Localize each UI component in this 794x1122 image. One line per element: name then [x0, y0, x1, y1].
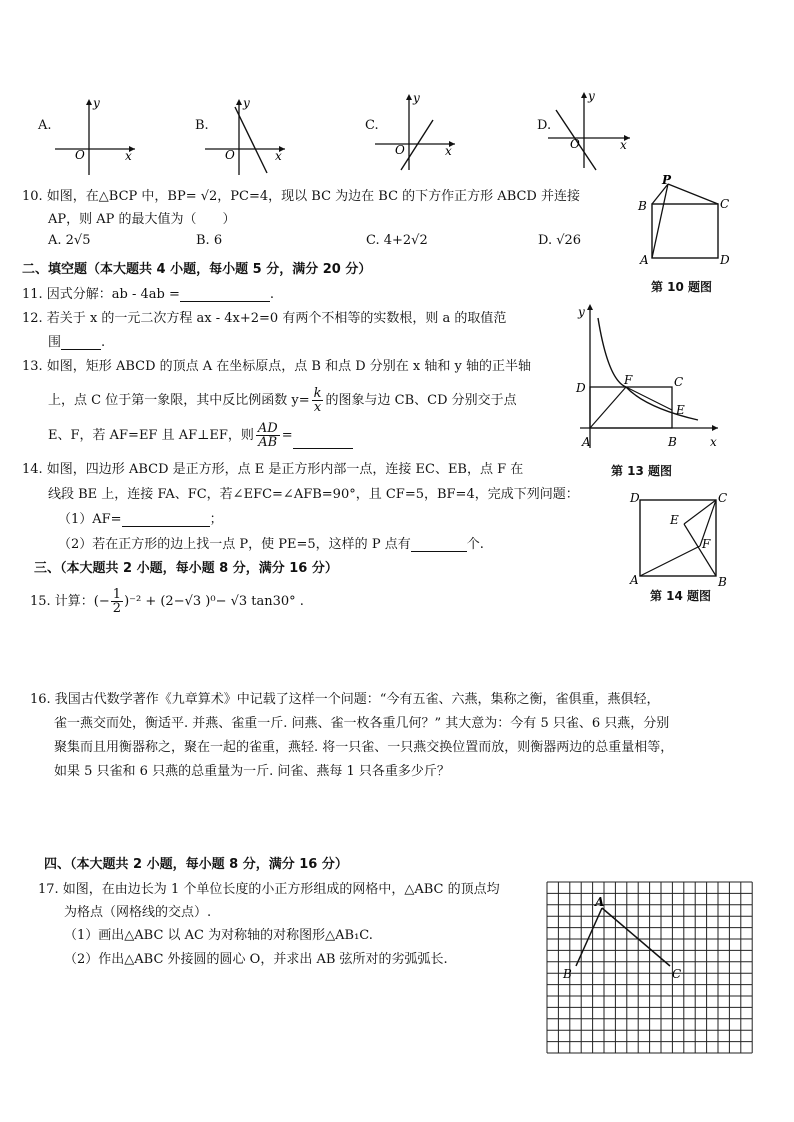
q14-sub2-end: 个.	[466, 537, 484, 552]
q9-option-a-graph	[55, 95, 145, 180]
q10-option-c: C. 4+2√2	[366, 233, 428, 248]
q13-fraction-ad-over-ab	[256, 422, 280, 449]
svg-text:O: O	[570, 137, 580, 151]
q13-frac-den: x	[313, 400, 322, 415]
q16-text-line1: 16. 我国古代数学著作《九章算术》中记载了这样一个问题：“今有五雀、六燕，集称之衡，雀俱重，燕俱轻，	[30, 692, 660, 707]
q17-text-line1: 17. 如图，在由边长为 1 个单位长度的小正方形组成的网格中，△ABC 的顶点均	[38, 882, 500, 897]
q13-text-line3b: =	[281, 428, 293, 443]
svg-text:A: A	[595, 895, 605, 909]
q9-option-d-label: D.	[537, 118, 552, 133]
svg-text:B: B	[668, 435, 677, 449]
q9-option-c-label: C.	[365, 118, 379, 133]
svg-text:P: P	[662, 173, 672, 187]
svg-text:E: E	[676, 403, 685, 417]
q14-sub2-text: （2）若在正方形的边上找一点 P，使 PE=5，这样的 P 点有	[58, 537, 411, 552]
svg-text:E: E	[670, 513, 679, 527]
svg-text:B: B	[563, 967, 572, 981]
svg-text:A: A	[582, 435, 591, 449]
q14-sub1-text: （1）AF=	[58, 512, 122, 527]
svg-text:C: C	[718, 491, 728, 505]
q9-option-b-graph	[205, 95, 295, 180]
q10-figure-caption: 第 10 题图	[651, 280, 713, 294]
q13-text-line1: 13. 如图，矩形 ABCD 的顶点 A 在坐标原点，点 B 和点 D 分别在 x 轴和 y 轴的正半轴	[22, 359, 531, 374]
q14-sub1-end: ；	[209, 512, 223, 527]
q17-sub2: （2）作出△ABC 外接圆的圆心 O，并求出 AB 弦所对的劣弧弧长.	[64, 952, 448, 967]
svg-text:C: C	[674, 375, 684, 389]
svg-text:A: A	[640, 253, 649, 267]
q16-text-line4: 如果 5 只雀和 6 只燕的总重量为一斤. 问雀、燕每 1 只各重多少斤？	[54, 764, 450, 779]
q17-grid-figure	[545, 880, 755, 1056]
q15-fraction-half	[111, 588, 123, 615]
q15-rest: )⁻² + (2−√3 )⁰− √3 tan30° .	[124, 594, 304, 609]
q10-option-d: D. √26	[538, 233, 582, 248]
svg-text:O: O	[225, 148, 235, 162]
q13-answer-blank	[293, 436, 353, 449]
q15-frac-num: 1	[112, 587, 122, 602]
section3-title: 三、（本大题共 2 小题，每小题 8 分，满分 16 分）	[34, 561, 338, 576]
q11-text: 11. 因式分解：ab - 4ab = .	[22, 287, 275, 302]
q15-text	[30, 588, 304, 615]
q17-sub1: （1）画出△ABC 以 AC 为对称轴的对称图形△AB₁C.	[64, 928, 373, 943]
q13-figure-caption: 第 13 题图	[611, 464, 673, 478]
q16-text-line3: 聚集而且用衡器称之，聚在一起的雀重，燕轻. 将一只雀、一只燕交换位置而放，则衡器两边的总重量相等，	[54, 740, 674, 755]
svg-text:O: O	[75, 148, 85, 162]
q14-text-line2: 线段 BE 上，连接 FA、FC，若∠EFC=∠AFB=90°，且 CF=5，BF=4，完成下列问题：	[48, 487, 579, 502]
q15-frac-den: 2	[112, 601, 122, 616]
q14-figure	[622, 488, 732, 588]
q14-sub1	[58, 508, 223, 527]
q9-option-b-label: B.	[195, 118, 209, 133]
svg-text:y: y	[588, 89, 595, 103]
q11-answer-blank	[180, 289, 270, 302]
q16-text-line2: 雀一燕交而处，衡适平. 并燕、雀重一斤. 问燕、雀一枚各重几何？” 其大意为：今有 5 只雀、6 只燕，分别	[54, 716, 670, 731]
q13-text-line2b: 的图象与边 CB、CD 分别交于点	[325, 393, 517, 408]
q14-text-line1: 14. 如图，四边形 ABCD 是正方形，点 E 是正方形内部一点，连接 EC、EB，点 F 在	[22, 462, 524, 477]
svg-text:x: x	[620, 138, 627, 152]
svg-text:B: B	[638, 199, 647, 213]
q13-frac2-den: AB	[258, 435, 278, 450]
svg-text:D: D	[720, 253, 730, 267]
q12-text-line2: 围 .	[48, 335, 106, 350]
q9-option-d-graph	[548, 88, 638, 178]
q13-text-line2	[48, 387, 517, 414]
svg-text:x: x	[125, 149, 132, 163]
svg-text:y: y	[413, 91, 420, 105]
svg-text:D: D	[576, 381, 586, 395]
q15-prefix: 15. 计算：(−	[30, 594, 110, 609]
svg-text:F: F	[624, 373, 633, 387]
svg-text:F: F	[702, 537, 711, 551]
q12-text-line1: 12. 若关于 x 的一元二次方程 ax - 4x+2=0 有两个不相等的实数根，则 a 的取值范	[22, 311, 507, 326]
svg-text:C: C	[720, 197, 730, 211]
q13-fraction-k-over-x	[312, 387, 324, 414]
q12-answer-blank	[61, 337, 101, 350]
q13-text-line2a: 上，点 C 位于第一象限，其中反比例函数 y=	[48, 393, 310, 408]
q13-text-line3	[48, 422, 353, 449]
q14-sub2-blank	[411, 539, 467, 552]
q11-text-content: 11. 因式分解：ab - 4ab =	[22, 287, 180, 302]
q10-figure	[632, 172, 737, 267]
svg-text:y: y	[93, 96, 100, 110]
q14-sub2	[58, 533, 484, 552]
q17-text-line2: 为格点（网格线的交点）.	[64, 905, 212, 920]
section2-title: 二、填空题（本大题共 4 小题，每小题 5 分，满分 20 分）	[22, 262, 372, 277]
q9-option-a-label: A.	[38, 118, 52, 133]
svg-text:x: x	[710, 435, 717, 449]
svg-text:C: C	[672, 967, 682, 981]
q13-frac-num: k	[313, 386, 322, 401]
svg-text:D: D	[630, 491, 640, 505]
svg-text:y: y	[578, 305, 585, 319]
q10-text-line2: AP，则 AP 的最大值为（ ）	[48, 212, 236, 227]
q13-figure	[568, 300, 728, 455]
svg-text:y: y	[243, 96, 250, 110]
q10-option-b: B. 6	[196, 233, 223, 248]
q10-option-a: A. 2√5	[48, 233, 91, 248]
svg-text:x: x	[445, 144, 452, 158]
section4-title: 四、（本大题共 2 小题，每小题 8 分，满分 16 分）	[44, 857, 348, 872]
q13-frac2-num: AD	[257, 421, 278, 436]
svg-text:O: O	[395, 143, 405, 157]
q14-sub1-blank	[122, 514, 210, 527]
svg-text:A: A	[630, 573, 639, 587]
svg-text:x: x	[275, 149, 282, 163]
q12-text-line2-content: 围	[48, 335, 62, 350]
q13-text-line3a: E、F，若 AF=EF 且 AF⊥EF，则	[48, 428, 254, 443]
svg-text:B: B	[718, 575, 727, 588]
q10-text-line1: 10. 如图，在△BCP 中，BP= √2，PC=4，现以 BC 为边在 BC 的下方作正方形 ABCD 并连接	[22, 189, 580, 204]
q14-figure-caption: 第 14 题图	[650, 589, 712, 603]
q9-option-c-graph	[375, 90, 465, 175]
